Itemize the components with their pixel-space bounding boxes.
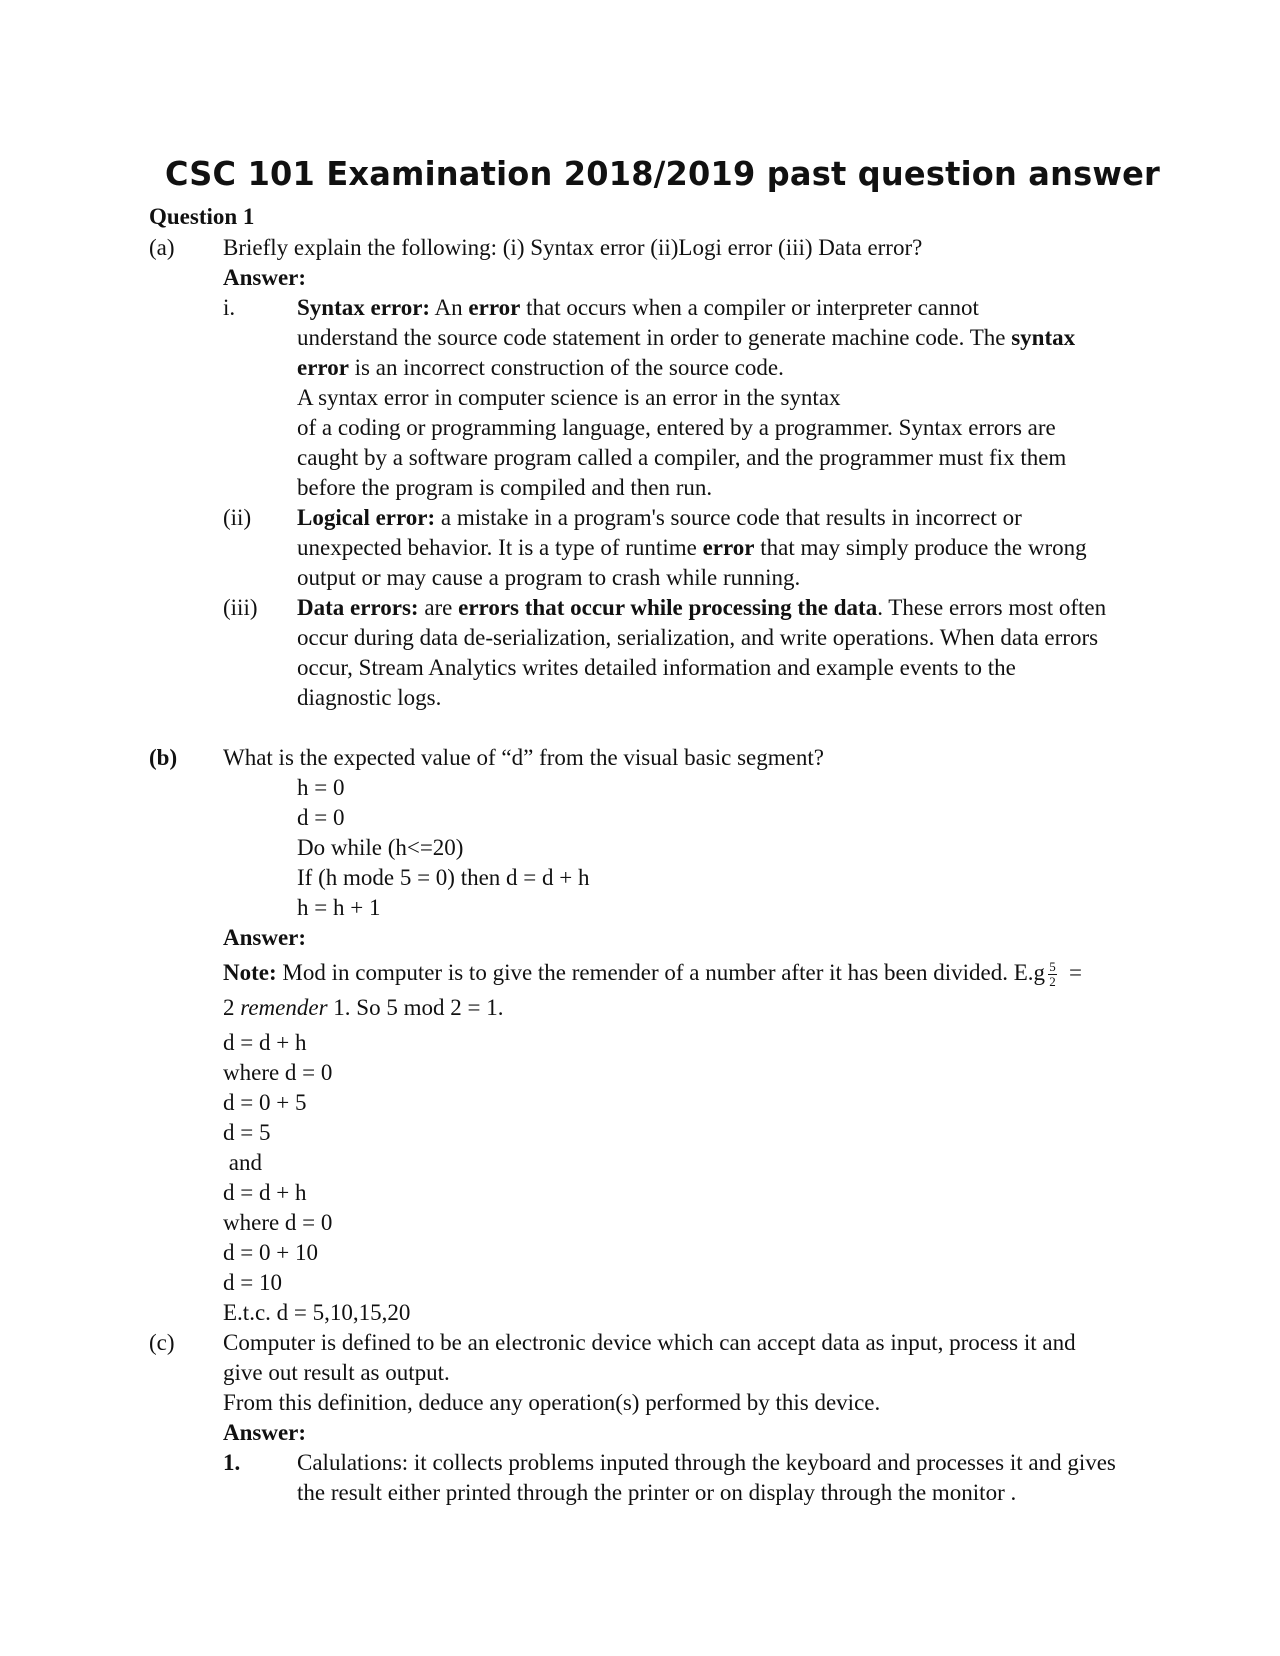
part-c-question-line-1: Computer is defined to be an electronic device which can accept data as input, process it and [223,1330,1076,1355]
part-b-label: (b) [149,745,178,770]
logical-error-term: Logical error: [297,505,436,530]
text-fragment: . These errors most often [877,595,1107,620]
step-1: d = d + h [223,1030,307,1055]
part-c-label: (c) [149,1330,175,1355]
text-fragment: 2 [223,995,241,1020]
question-heading: Question 1 [149,204,255,229]
text-fragment: syntax [1011,325,1076,350]
part-b-question: What is the expected value of “d” from the visual basic segment? [223,745,824,770]
step-8: d = 0 + 10 [223,1240,318,1265]
part-a-label: (a) [149,235,175,260]
text-fragment: errors that occur while processing the data [458,595,878,620]
item-ii-line-3: output or may cause a program to crash while running. [297,565,801,590]
text-fragment: unexpected behavior. It is a type of runtime [297,535,703,560]
item-iii-marker: (iii) [223,595,258,620]
item-i-line-3 [297,356,784,379]
part-c-question-line-2: give out result as output. [223,1360,450,1385]
part-c-question-line-3: From this definition, deduce any operation(s) performed by this device. [223,1390,881,1415]
item-iii-line-2: occur during data de-serialization, serialization, and write operations. When data errors [297,625,1099,650]
item-i-line-4: A syntax error in computer science is an error in the syntax [297,385,841,410]
text-fragment: 1. So 5 mod 2 = 1. [327,995,504,1020]
item-iii-line-4: diagnostic logs. [297,685,442,710]
part-c-item-marker: 1. [223,1450,241,1475]
page-title: CSC 101 Examination 2018/2019 past question answer [165,155,1160,193]
item-i-line-7: before the program is compiled and then run. [297,475,713,500]
part-b-answer-label: Answer: [223,925,307,950]
text-fragment: understand the source code statement in order to generate machine code. The [297,325,1012,350]
text-fragment: Mod in computer is to give the remender of a number after it has been divided. E.g [276,960,1045,985]
part-c-item-line-1: Calulations: it collects problems inputed through the keyboard and processes it and gives [297,1450,1116,1475]
text-fragment: remender [240,995,328,1020]
part-a-answer-label: Answer: [223,265,307,290]
item-iii-line-3: occur, Stream Analytics writes detailed information and example events to the [297,655,1016,680]
text-fragment: error [702,535,755,560]
note-line [223,961,1082,988]
text-fragment: error [297,355,349,380]
code-line-4: If (h mode 5 = 0) then d = d + h [297,865,590,890]
fraction [1048,961,1057,988]
step-3: d = 0 + 5 [223,1090,307,1115]
text-fragment: that may simply produce the wrong [754,535,1087,560]
code-line-3: Do while (h<=20) [297,835,464,860]
item-i-line-6: caught by a software program called a compiler, and the programmer must fix them [297,445,1067,470]
step-4: d = 5 [223,1120,271,1145]
text-fragment: a mistake in a program's source code that results in incorrect or [435,505,1022,530]
text-fragment: that occurs when a compiler or interpreter cannot [520,295,979,320]
fraction-numerator: 5 [1049,959,1056,975]
part-c-answer-label: Answer: [223,1420,307,1445]
code-line-2: d = 0 [297,805,345,830]
step-9: d = 10 [223,1270,282,1295]
fraction-denominator: 2 [1049,974,1056,990]
step-5: and [223,1150,262,1175]
part-c-item-line-2: the result either printed through the printer or on display through the monitor . [297,1480,1017,1505]
item-i-line-2 [297,326,1075,349]
data-errors-term: Data errors: [297,595,419,620]
code-line-1: h = 0 [297,775,345,800]
code-line-5: h = h + 1 [297,895,381,920]
text-fragment: is an incorrect construction of the source code. [348,355,784,380]
item-i-line-1 [297,296,979,319]
syntax-error-term: Syntax error: [297,295,431,320]
text-fragment: are [418,595,459,620]
text-fragment: error [468,295,521,320]
part-a-question: Briefly explain the following: (i) Syntax error (ii)Logi error (iii) Data error? [223,235,923,260]
item-ii-line-1 [297,506,1022,529]
item-i-line-5: of a coding or programming language, entered by a programmer. Syntax errors are [297,415,1056,440]
item-ii-line-2 [297,536,1087,559]
text-fragment: = [1069,960,1082,985]
step-2: where d = 0 [223,1060,333,1085]
step-10: E.t.c. d = 5,10,15,20 [223,1300,411,1325]
step-7: where d = 0 [223,1210,333,1235]
note-label: Note: [223,960,277,985]
text-fragment: An [430,295,469,320]
step-6: d = d + h [223,1180,307,1205]
item-ii-marker: (ii) [223,505,252,530]
note-line-2 [223,996,503,1019]
item-i-marker: i. [223,295,236,320]
item-iii-line-1 [297,596,1106,619]
